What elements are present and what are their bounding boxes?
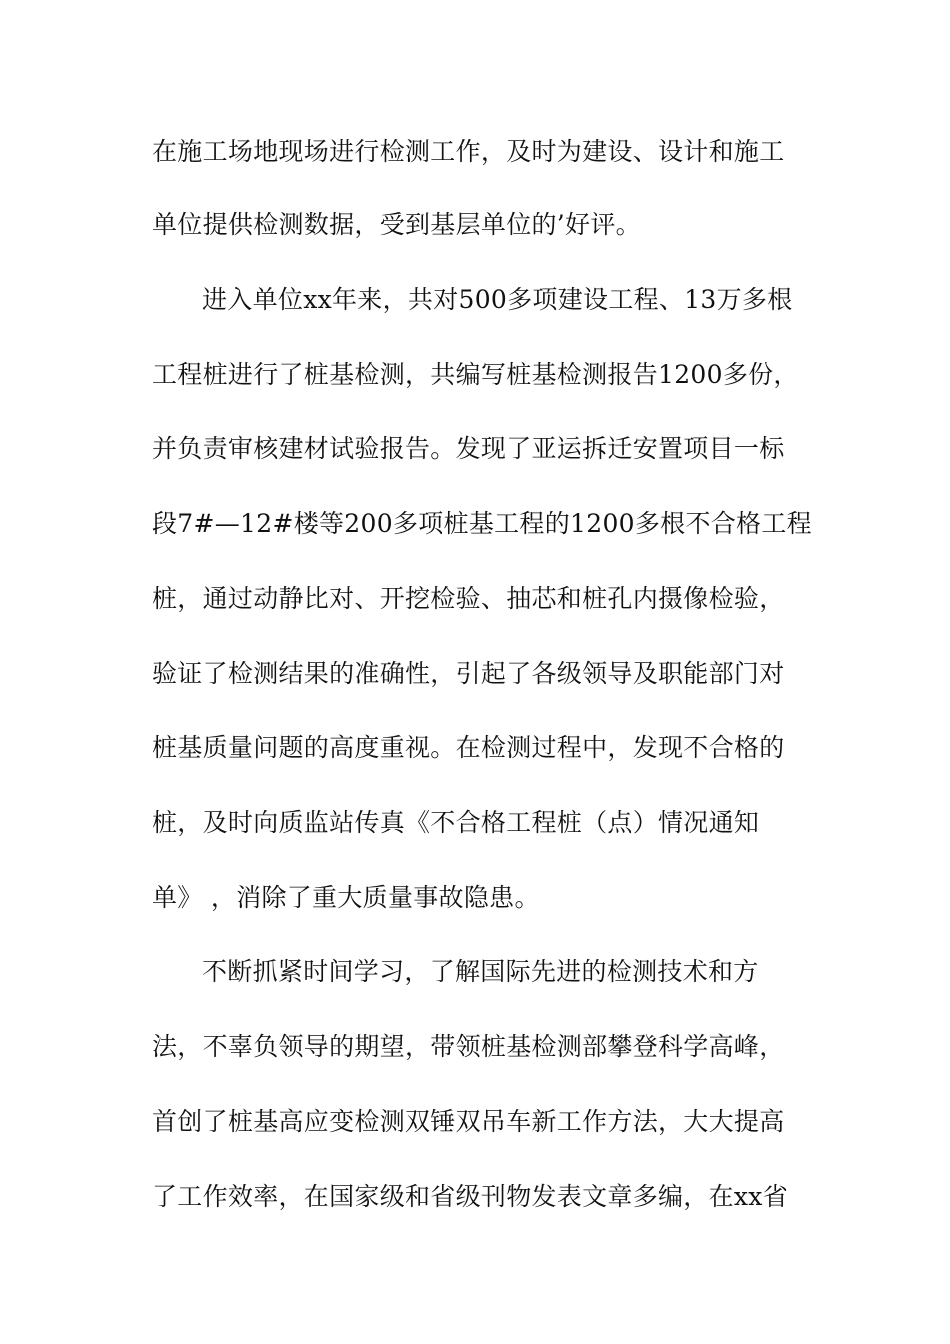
text-line: 法，不辜负领导的期望，带领桩基检测部攀登科学高峰， xyxy=(152,1032,785,1061)
paragraph-start-line: 进入单位xx年来，共对500多项建设工程、13万多根 xyxy=(202,285,793,314)
text-line: 桩，及时向质监站传真《不合格工程桩（点）情况通知 xyxy=(152,808,760,837)
text-line: 段7#—12#楼等200多项桩基工程的1200多根不合格工程 xyxy=(152,509,812,538)
text-line: 首创了桩基高应变检测双锤双吊车新工作方法，大大提高 xyxy=(152,1107,785,1136)
text-line: 单位提供检测数据，受到基层单位的’好评。 xyxy=(152,210,641,239)
text-line: 了工作效率，在国家级和省级刊物发表文章多编，在xx省 xyxy=(152,1182,789,1211)
text-line: 验证了检测结果的准确性，引起了各级领导及职能部门对 xyxy=(152,659,785,688)
text-line: 桩，通过动静比对、开挖检验、抽芯和桩孔内摄像检验， xyxy=(152,584,785,613)
paragraph-start-line: 不断抓紧时间学习，了解国际先进的检测技术和方 xyxy=(202,957,759,986)
text-line: 单》 ，消除了重大质量事故隐患。 xyxy=(152,883,540,912)
text-line: 桩基质量问题的高度重视。在检测过程中，发现不合格的 xyxy=(152,733,785,762)
text-line: 并负责审核建材试验报告。发现了亚运拆迁安置项目一标 xyxy=(152,434,785,463)
text-line: 工程桩进行了桩基检测，共编写桩基检测报告1200多份， xyxy=(152,360,799,389)
text-line: 在施工场地现场进行检测工作，及时为建设、设计和施工 xyxy=(152,137,785,166)
